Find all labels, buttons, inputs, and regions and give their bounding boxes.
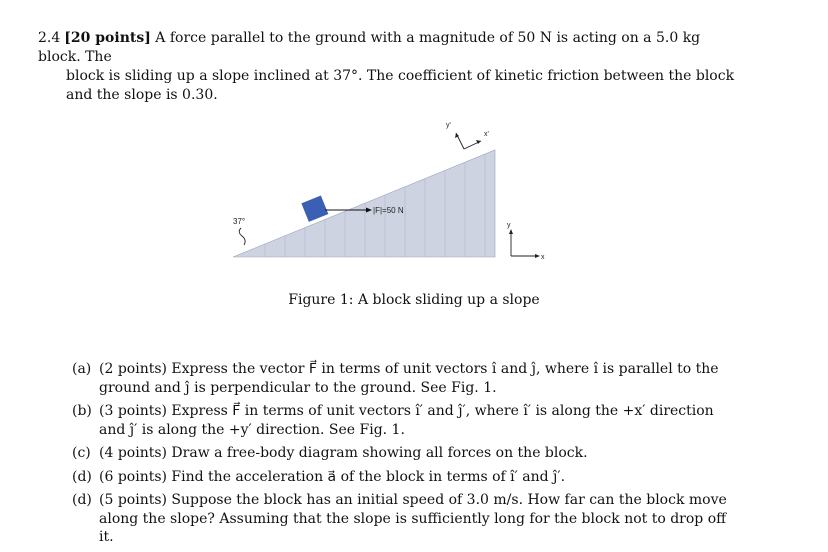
part-label: (d) xyxy=(72,492,92,508)
problem-number: 2.4 xyxy=(38,30,61,46)
part-text: (5 points) Suppose the block has an initial speed of 3.0 m/s. How far can the block move along the slope? Assuming that the slope is sufficiently long for the block not to drop off it. xyxy=(99,492,727,545)
angle-label: 37° xyxy=(233,217,246,226)
question-part-c xyxy=(72,444,744,463)
part-text: (4 points) Draw a free-body diagram showing all forces on the block. xyxy=(99,445,588,461)
part-label: (a) xyxy=(72,361,92,377)
axis-y-label: y xyxy=(507,222,511,229)
question-part-b xyxy=(72,402,744,439)
question-part-d1 xyxy=(72,468,744,487)
part-label: (b) xyxy=(72,403,92,419)
axis-x-label: x xyxy=(541,254,545,261)
slope-figure xyxy=(225,112,555,272)
block xyxy=(301,196,328,222)
question-part-a xyxy=(72,360,744,397)
force-label: |F|=50 N xyxy=(373,206,404,215)
part-text: (3 points) Express F⃗ in terms of unit vectors î′ and ĵ′, where î′ is along the +x′ direction and ĵ′ is along the +y′ direction. See Fig. 1. xyxy=(99,403,714,438)
problem-text-line1: A force parallel to the ground with a magnitude of 50 N is acting on a 5.0 kg block. The xyxy=(38,30,701,65)
part-text: (6 points) Find the acceleration a⃗ of the block in terms of î′ and ĵ′. xyxy=(99,468,566,485)
axis-x-prime-label: x' xyxy=(484,131,489,138)
part-label: (d) xyxy=(72,468,92,485)
axis-y-prime-label: y' xyxy=(446,122,451,129)
angle-indicator xyxy=(239,228,245,245)
standard-axes xyxy=(511,232,537,256)
problem-points: [20 points] xyxy=(64,30,151,46)
problem-text-rest: block is sliding up a slope inclined at 37°. The coefficient of kinetic friction between the block and the slope is 0.30. xyxy=(66,68,735,103)
question-part-d2 xyxy=(72,491,744,547)
problem-statement xyxy=(38,29,744,105)
part-text: (2 points) Express the vector F⃗ in terms of unit vectors î and ĵ, where î is parallel to the ground and ĵ is perpendicular to the ground. See Fig. 1. xyxy=(99,361,719,396)
question-parts xyxy=(72,360,744,552)
figure-caption: Figure 1: A block sliding up a slope xyxy=(288,292,540,308)
part-label: (c) xyxy=(72,445,91,461)
slope-triangle xyxy=(233,150,495,257)
